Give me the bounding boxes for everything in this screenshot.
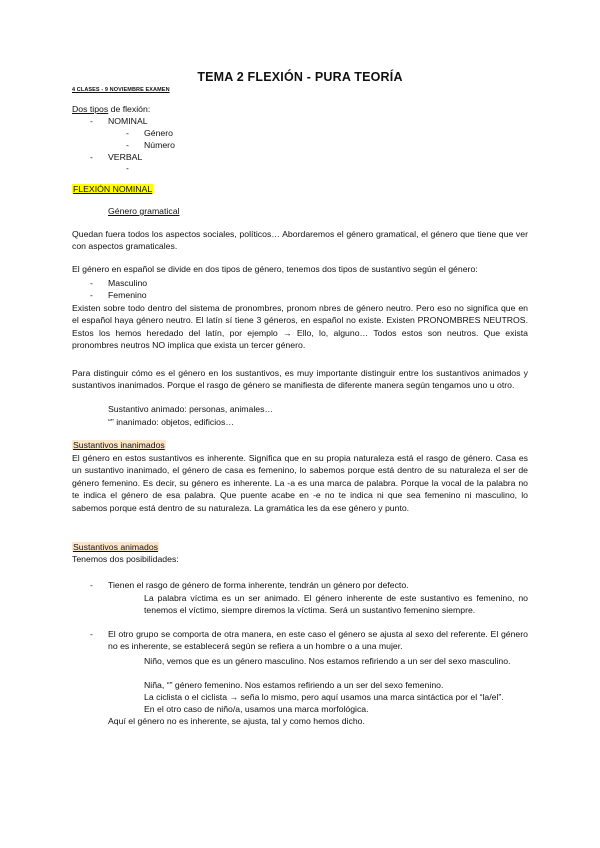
example-line: “” inanimado: objetos, edificios… [108,417,235,427]
paragraph: Para distinguir cómo es el género en los sustantivos, es muy importante distinguir entre los sustantivos animados y sustantivos inanimados. Porque el rasgo de género se manifiesta de diferente manera según tengamos uno u otro. [72,368,528,391]
section-heading [108,206,179,217]
paragraph: Tenemos dos posibilidades: [72,554,179,564]
list-item: Femenino [108,290,147,300]
list-item: Masculino [108,278,148,288]
inanimados-heading: Sustantivos inanimados [73,440,165,450]
list-dash: - [90,278,93,288]
outline-verbal: VERBAL [108,152,143,162]
outline-nominal: NOMINAL [108,116,148,126]
paragraph: Quedan fuera todos los aspectos sociales, políticos… Abordaremos el género gramatical, el género que tiene que ver con aspectos gramaticales. [72,229,528,252]
example-line: Niña, “” género femenino. Nos estamos refiriendo a un ser del sexo femenino. [144,680,444,690]
outline-dash: - [126,163,129,173]
subtitle: 4 CLASES - 9 NOVIEMBRE EXAMEN [72,87,170,93]
animados-heading: Sustantivos animados [73,542,158,552]
outline-dash: - [90,116,93,126]
outline-intro-underlined: Dos tipos [72,104,109,114]
example-paragraph: Niño, vemos que es un género masculino. Nos estamos refiriendo a un ser del sexo masculino. [144,656,511,666]
flexion-nominal-heading: FLEXIÓN NOMINAL [73,184,153,194]
section-heading [72,542,159,553]
list-dash: - [90,629,93,639]
page-title: TEMA 2 FLEXIÓN - PURA TEORÍA [197,70,403,84]
paragraph: El género en estos sustantivos es inherente. Significa que en su propia naturaleza está el rasgo de género. Casa es un sustantivo inanimado, el género de casa es femenino, lo sabemos porque está dentro de su naturaleza el ser de género femenino. Es decir, su género es inherente. La -a es una marca de palabra. Porque la vocal de la palabra no te indica el género de esa palabra. Que puente acabe en -e no te indica ni que sea femenino ni masculino, lo sabemos porque está dentro de su naturaleza. La gramática les da ese género y punto. [72,453,528,513]
list-dash: - [90,290,93,300]
section-heading [72,440,166,451]
outline-dash: - [126,140,129,150]
outline-numero: Número [144,140,175,150]
bullet-item: Tienen el rasgo de género de forma inherente, tendrán un género por defecto. [108,580,409,590]
example-paragraph: La palabra víctima es un ser animado. El género inherente de este sustantivo es femenino, no tenemos el víctimo, siempre diremos la víctima. Será un sustantivo femenino siempre. [144,593,528,616]
paragraph: Aquí el género no es inherente, se ajusta, tal y como hemos dicho. [108,716,365,726]
outline-genero: Género [144,128,173,138]
bullet-item: El otro grupo se comporta de otra manera, en este caso el género se ajusta al sexo del referente. El género no es inherente, se establecerá según se refiera a un hombre o a una mujer. [108,629,528,652]
section-heading [72,184,153,195]
outline-dash: - [126,128,129,138]
example-line: En el otro caso de niño/a, usamos una marca morfológica. [144,704,369,714]
outline-intro-rest: de flexión: [108,104,151,114]
example-line: Sustantivo animado: personas, animales… [108,404,274,414]
paragraph: Existen sobre todo dentro del sistema de pronombres, pronom nbres de género neutro. Pero eso no significa que en el español haya género neutro. El latín sí tiene 3 géneros, en español no existe. Existen PRONOMBRES NEUTROS. Estos los hemos heredado del latín, por ejemplo → Ello, lo, alguno… Todos estos son neutros. Que exista pronombres neutros NO implica que exista un tercer género. [72,303,528,351]
outline-intro [72,104,150,115]
paragraph: El género en español se divide en dos tipos de género, tenemos dos tipos de sustantivo según el género: [72,264,478,274]
example-line: La ciclista o el ciclista → seña lo mismo, pero aquí usamos una marca sintáctica por el “la/el”. [144,692,504,702]
list-dash: - [90,580,93,590]
genero-gramatical-heading: Género gramatical [108,206,180,216]
outline-dash: - [90,152,93,162]
